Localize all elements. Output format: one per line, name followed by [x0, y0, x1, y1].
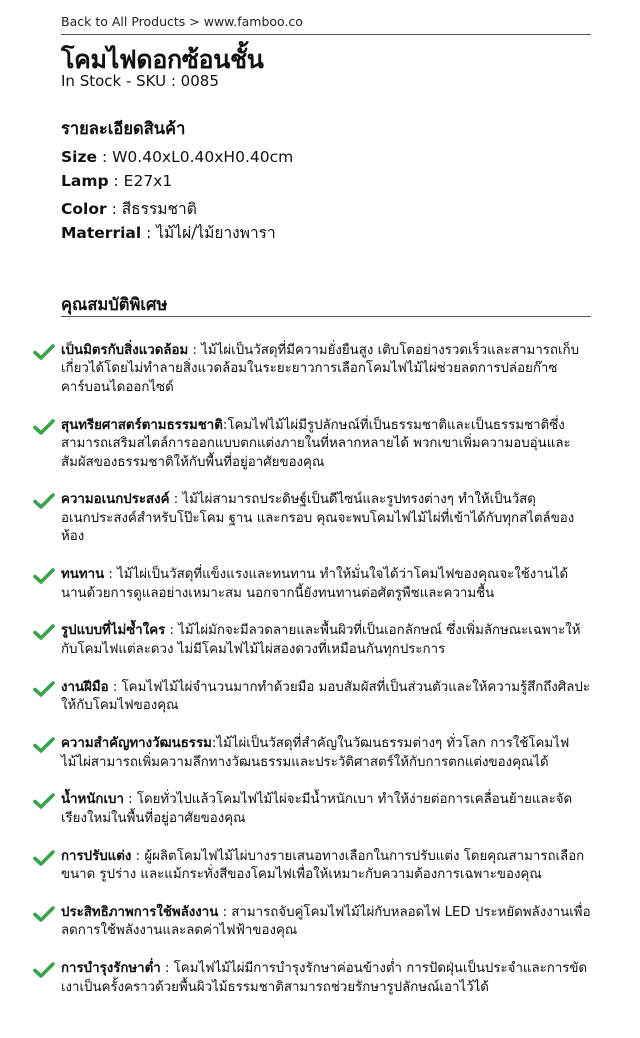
product-title: โคมไฟดอกซ้อนชั้น — [61, 45, 264, 74]
feature-text: : ผู้ผลิตโคมไฟไม้ไผ่บางรายเสนอทางเลือกในการปรับแต่ง โดยคุณสามารถเลือกขนาด รูปร่าง และแม้กระทั่งสีของโคมไฟเพื่อให้เหมาะกับความต้องการเฉพาะของคุณ — [61, 848, 585, 883]
features-heading: คุณสมบัติพิเศษ — [61, 295, 168, 314]
check-icon — [33, 906, 55, 922]
breadcrumb-separator: > — [185, 14, 204, 29]
features-list — [0, 342, 640, 1017]
feature-item — [0, 848, 592, 885]
feature-item — [0, 735, 592, 772]
feature-title: การบำรุงรักษาต่ำ — [61, 961, 161, 977]
feature-item — [0, 342, 592, 397]
feature-text: : โคมไฟไม้ไผ่จำนวนมากทำด้วยมือ มอบสัมผัสที่เป็นส่วนตัวและให้ความรู้สึกถึงศิลปะให้กับโคมไฟของคุณ — [61, 679, 590, 714]
spec-material-value: : ไม้ไผ่/ไม้ยางพารา — [141, 224, 276, 242]
spec-color-value: : สีธรรมชาติ — [106, 200, 197, 218]
details-heading: รายละเอียดสินค้า — [61, 119, 186, 138]
feature-text: :ไม้ไผ่เป็นวัสดุที่สำคัญในวัฒนธรรมต่างๆ ทั่วโลก การใช้โคมไฟไม้ไผ่สามารถเพิ่มความลึกทางวัฒนธรรมและประวัติศาสตร์ให้กับการตกแต่งของคุณได้ — [61, 736, 570, 770]
feature-item — [0, 960, 592, 997]
check-icon — [33, 493, 55, 509]
feature-text: : ไม้ไผ่มักจะมีลวดลายและพื้นผิวที่เป็นเอกลักษณ์ ซึ่งเพิ่มลักษณะเฉพาะให้กับโคมไฟแต่ละดวง ไม่มีโคมไฟไม้ไผ่สองดวงที่เหมือนกันทุกประการ — [61, 623, 581, 657]
feature-text: : ไม้ไผ่เป็นวัสดุที่มีความยั่งยืนสูง เติบโตอย่างรวดเร็วและสามารถเก็บเกี่ยวได้โดยไม่ทำลายสิ่งแวดล้อมในระยะยาวการเลือกโคมไฟไม้ไผ่ช่วยลดการปล่อยก๊าซคาร์บอนไดออกไซด์ — [61, 343, 580, 395]
top-divider — [61, 34, 591, 35]
breadcrumb — [61, 14, 303, 29]
check-icon — [33, 681, 55, 697]
feature-title: น้ำหนักเบา — [61, 792, 124, 808]
feature-title: เป็นมิตรกับสิ่งแวดล้อม — [61, 343, 189, 358]
feature-text: : โดยทั่วไปแล้วโคมไฟไม้ไผ่จะมีน้ำหนักเบา ทำให้ง่ายต่อการเคลื่อนย้ายและจัดเรียงใหม่ในพื้นที่อยู่อาศัยของคุณ — [61, 792, 573, 826]
check-icon — [33, 737, 55, 753]
feature-title: ประสิทธิภาพการใช้พลังงาน — [61, 905, 219, 921]
feature-item — [0, 679, 592, 716]
spec-material — [61, 220, 276, 245]
feature-item — [0, 904, 592, 941]
check-icon — [33, 850, 55, 866]
features-divider — [61, 316, 591, 317]
feature-title: งานฝีมือ — [61, 679, 109, 695]
back-to-products-link[interactable]: Back to All Products — [61, 14, 186, 29]
feature-title: สุนทรียศาสตร์ตามธรรมชาติ — [61, 417, 223, 433]
check-icon — [33, 344, 55, 360]
feature-item — [0, 622, 592, 659]
feature-item — [0, 566, 592, 603]
check-icon — [33, 793, 55, 809]
feature-text: : ไม้ไผ่สามารถประดิษฐ์เป็นดีไซน์และรูปทรงต่างๆ ทำให้เป็นวัสดุอเนกประสงค์สำหรับโป๊ะโคม ฐาน และกรอบ คุณจะพบโคมไฟไม้ไผ่ที่เข้าได้กับทุกสไตล์ของห้อง — [61, 492, 575, 545]
check-icon — [33, 419, 55, 435]
spec-size-label: Size — [61, 148, 98, 166]
spec-lamp-label: Lamp — [61, 172, 109, 190]
feature-title: การปรับแต่ง — [61, 848, 132, 864]
spec-size-value: : W0.40xL0.40xH0.40cm — [97, 148, 294, 166]
spec-lamp-value: : E27x1 — [108, 172, 173, 190]
feature-item — [0, 491, 592, 546]
feature-title: ความสำคัญทางวัฒนธรรม — [61, 736, 212, 752]
spec-color — [61, 196, 197, 221]
feature-item — [0, 791, 592, 828]
spec-size — [61, 148, 293, 166]
check-icon — [33, 962, 55, 978]
feature-title: รูปแบบที่ไม่ซ้ำใคร — [61, 623, 166, 639]
check-icon — [33, 624, 55, 640]
feature-title: ความอเนกประสงค์ — [61, 492, 170, 508]
check-icon — [33, 568, 55, 584]
breadcrumb-site: www.famboo.co — [203, 14, 303, 29]
feature-text: : โคมไฟไม้ไผ่มีการบำรุงรักษาค่อนข้างต่ำ การปัดฝุ่นเป็นประจำและการขัดเงาเป็นครั้งคราวด้วยพื้นผิวไม้ธรรมชาติสามารถช่วยรักษารูปลักษณ์เอาไว้ได้ — [61, 961, 588, 995]
feature-text: : ไม้ไผ่เป็นวัสดุที่แข็งแรงและทนทาน ทำให้มั่นใจได้ว่าโคมไฟของคุณจะใช้งานได้นานด้วยการดูแลอย่างเหมาะสม นอกจากนี้ยังทนทานต่อศัตรูพืชและความชื้น — [61, 567, 569, 601]
spec-lamp — [61, 172, 172, 190]
feature-item — [0, 417, 592, 472]
spec-color-label: Color — [61, 200, 107, 218]
feature-text: : สามารถจับคู่โคมไฟไม้ไผ่กับหลอดไฟ LED ประหยัดพลังงานเพื่อลดการใช้พลังงานและลดค่าไฟฟ้าของคุณ — [61, 905, 591, 939]
feature-title: ทนทาน — [61, 567, 105, 583]
feature-text: :โคมไฟไม้ไผ่มีรูปลักษณ์ที่เป็นธรรมชาติและเป็นธรรมชาติซึ่งสามารถเสริมสไตล์การออกแบบตกแต่งภายในที่หลากหลายได้ พวกเขาเพิ่มความอบอุ่นและสัมผัสของธรรมชาติให้กับพื้นที่อยู่อาศัยของคุณ — [61, 417, 571, 470]
stock-sku: In Stock - SKU : 0085 — [61, 72, 219, 90]
spec-material-label: Materrial — [61, 224, 142, 242]
